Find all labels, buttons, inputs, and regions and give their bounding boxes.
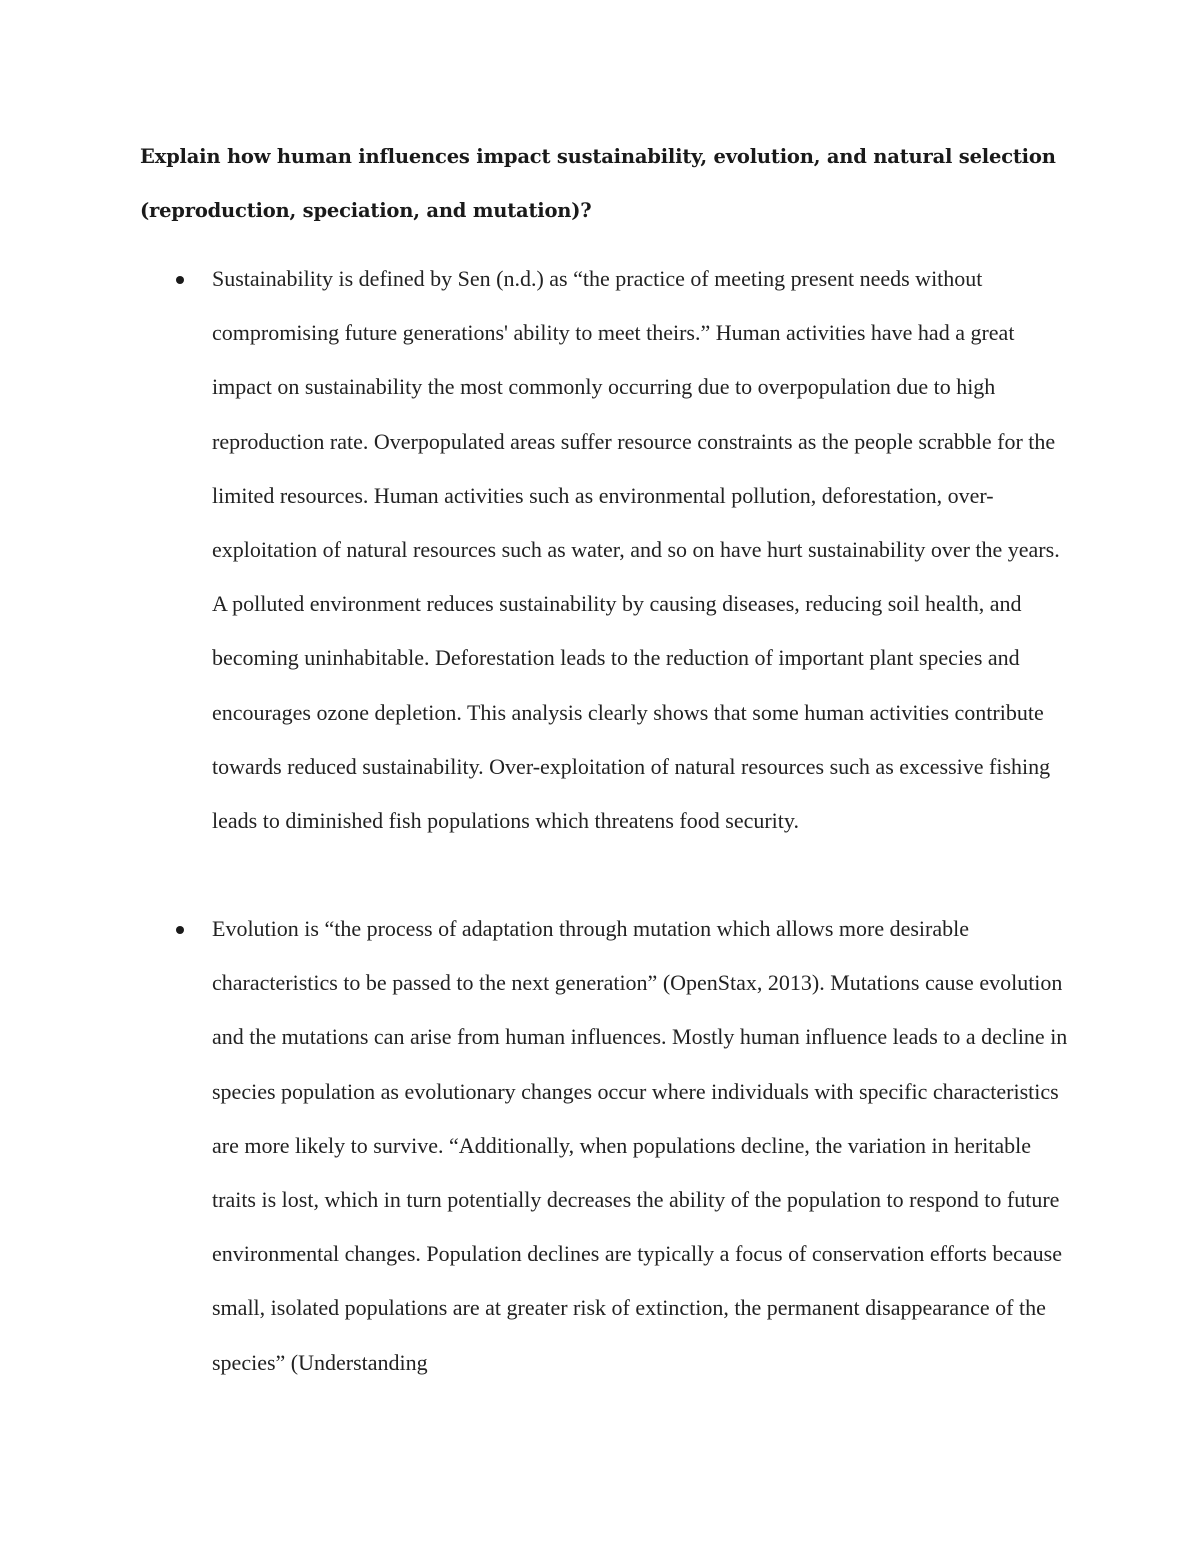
bullet-text-evolution: Evolution is “the process of adaptation through mutation which allows more desirable characteristics to be passed to the next generation” (OpenStax, 2013). Mutations cause evolution and the mutations can arise from human influences. Mostly human influence leads to a decline in species population as evolutionary changes occur where individuals with specific characteristics are more likely to survive. “Additionally, when populations decline, the variation in heritable traits is lost, which in turn potentially decreases the ability of the population to respond to future environmental changes. Population declines are typically a focus of conservation efforts because small, isolated populations are at greater risk of extinction, the permanent disappearance of the species” (Understanding bbox=[212, 916, 1068, 1375]
bullet-dot-icon bbox=[176, 926, 184, 934]
essay-question-heading: Explain how human influences impact sustainability, evolution, and natural selection (reproduction, speciation, and mutation)? bbox=[140, 145, 1056, 222]
bullet-text-sustainability: Sustainability is defined by Sen (n.d.) as “the practice of meeting present needs without compromising future generations' ability to meet theirs.” Human activities have had a great impact on sustainability the most commonly occurring due to overpopulation due to high reproduction rate. Overpopulated areas suffer resource constraints as the people scrabble for the limited resources. Human activities such as environmental pollution, deforestation, over-exploitation of natural resources such as water, and so on have hurt sustainability over the years. A polluted environment reduces sustainability by causing diseases, reducing soil health, and becoming uninhabitable. Deforestation leads to the reduction of important plant species and encourages ozone depletion. This analysis clearly shows that some human activities contribute towards reduced sustainability. Over-exploitation of natural resources such as excessive fishing leads to diminished fish populations which threatens food security. bbox=[212, 266, 1060, 834]
bullet-dot-icon bbox=[176, 276, 184, 284]
